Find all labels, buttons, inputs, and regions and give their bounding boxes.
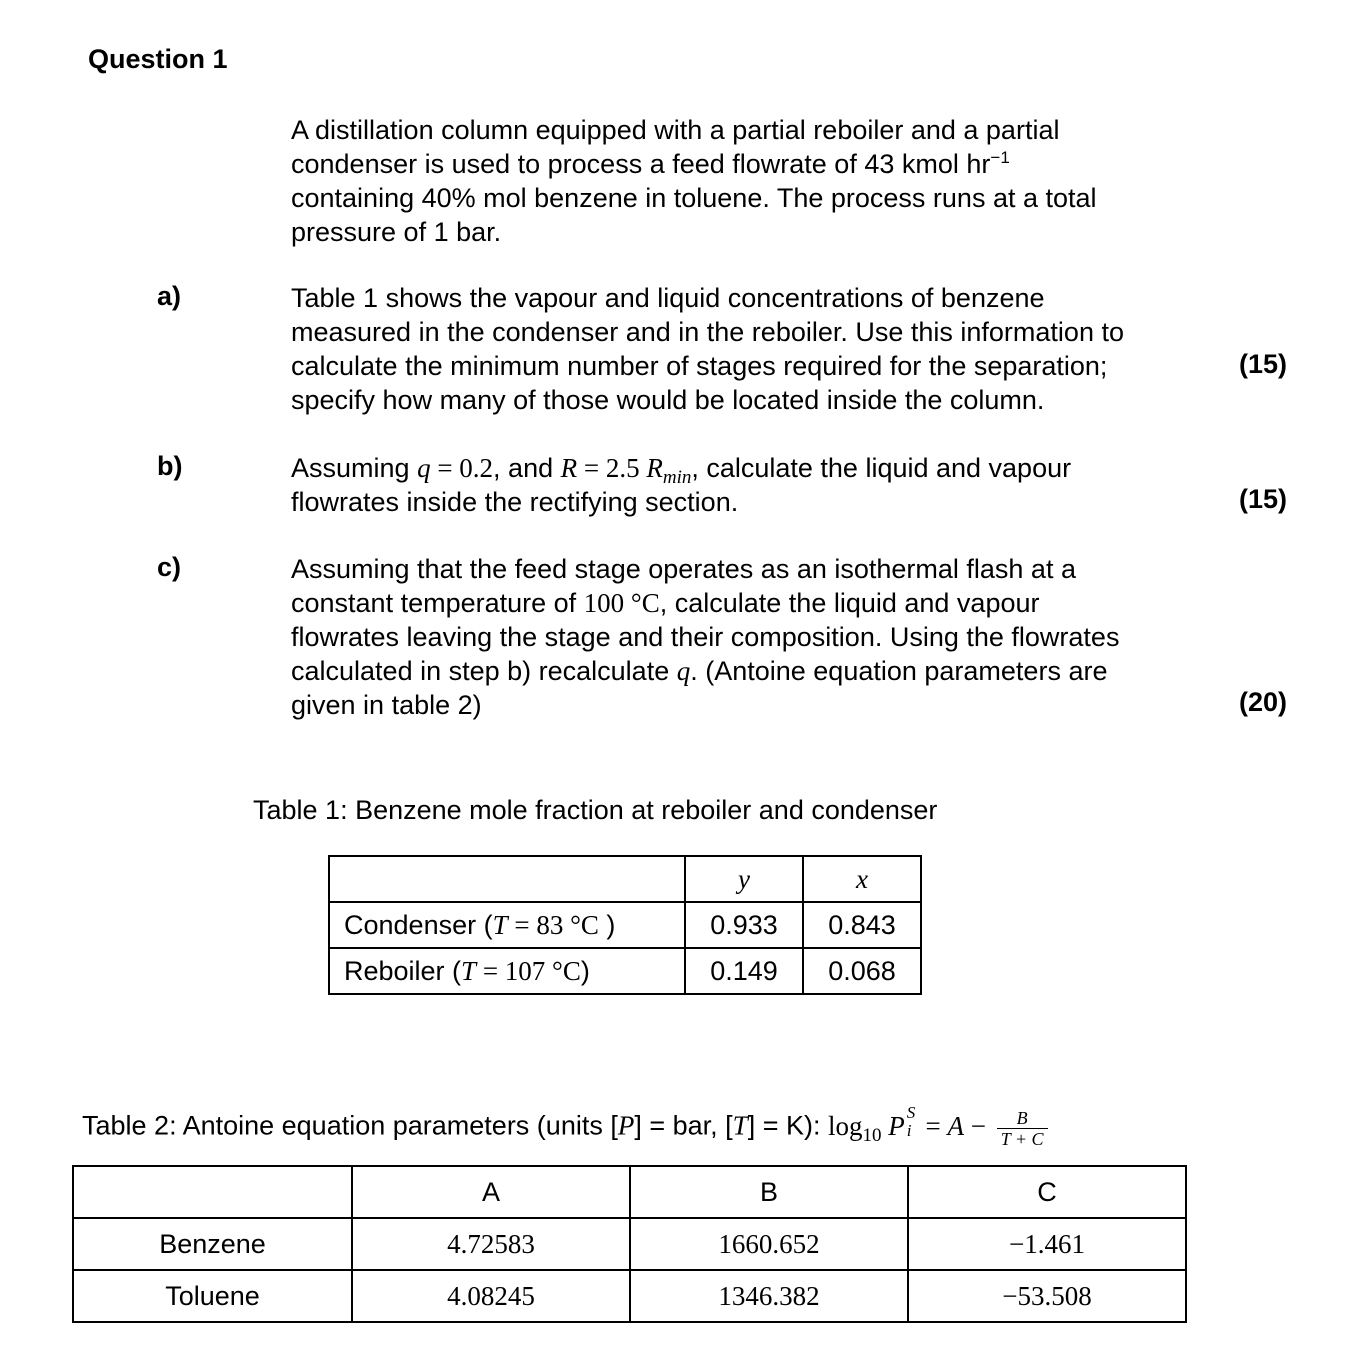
- table-header-row: [329, 856, 921, 902]
- part-c-marks: (20): [1238, 687, 1287, 717]
- table-row: [73, 1218, 1186, 1270]
- table-row: [73, 1270, 1186, 1322]
- header-cell: A: [352, 1166, 630, 1218]
- intro-line: A distillation column equipped with a partial reboiler and a partial: [291, 115, 1060, 145]
- cell-y: 0.149: [685, 948, 803, 994]
- cell-b: 1660.652: [630, 1218, 908, 1270]
- part-b-text: Assuming q = 0.2, and R = 2.5 $R_{min}$, calculate the liquid and vapour flowrates inside the rectifying section.: [291, 453, 1072, 517]
- part-a-text: Table 1 shows the vapour and liquid concentrations of benzene measured in the condenser and in the reboiler. Use this information to calculate the minimum number of stages required for the separation; specify how many of those would be located inside the column.: [291, 283, 1124, 415]
- table-header-row: [73, 1166, 1186, 1218]
- header-cell: [73, 1166, 352, 1218]
- table2-caption: Table 2: Antoine equation parameters (units [P] = bar, [T] = K): $\log_{10} P$ S i = A − $\frac{B}{T + C}$: [82, 1108, 1048, 1149]
- table-row: [329, 902, 921, 948]
- table-row: [329, 948, 921, 994]
- row-label: Benzene: [73, 1218, 352, 1270]
- table2: [72, 1165, 1187, 1323]
- intro-line: containing 40% mol benzene in toluene. The process runs at a total: [291, 183, 1097, 213]
- header-cell: [329, 856, 685, 902]
- table1: [328, 855, 922, 995]
- cell-a: 4.72583: [352, 1218, 630, 1270]
- row-label: Reboiler (T = 107 °C): [329, 948, 685, 994]
- part-c-label: c): [157, 552, 182, 582]
- cell-x: 0.068: [803, 948, 921, 994]
- part-a-marks: (15): [1238, 349, 1287, 379]
- intro-paragraph: [291, 113, 1221, 249]
- part-b-marks: (15): [1238, 484, 1287, 514]
- cell-b: 1346.382: [630, 1270, 908, 1322]
- cell-x: 0.843: [803, 902, 921, 948]
- part-a-label: a): [157, 281, 182, 311]
- intro-line: pressure of 1 bar.: [291, 217, 502, 247]
- intro-line: condenser is used to process a feed flowrate of 43 kmol $hr^{-1}$: [291, 148, 1010, 179]
- cell-c: −1.461: [908, 1218, 1186, 1270]
- header-cell: x: [803, 856, 921, 902]
- row-label: Toluene: [73, 1270, 352, 1322]
- row-label: Condenser (T = 83 °C ): [329, 902, 685, 948]
- header-cell: C: [908, 1166, 1186, 1218]
- question-title: Question 1: [88, 44, 228, 74]
- table1-caption: Table 1: Benzene mole fraction at reboiler and condenser: [253, 795, 938, 825]
- part-c-text: Assuming that the feed stage operates as an isothermal flash at a constant temperature of 100 °C, calculate the liquid and vapour flowrates leaving the stage and their composition. Using the flowrates calculated in step b) recalculate q. (Antoine equation parameters are given in table 2): [291, 554, 1120, 720]
- antoine-equation: $\log_{10} P$ S i = A − $\frac{B}{T + C}$: [828, 1111, 1048, 1141]
- part-b-label: b): [157, 451, 183, 481]
- header-cell: B: [630, 1166, 908, 1218]
- header-cell: y: [685, 856, 803, 902]
- cell-c: −53.508: [908, 1270, 1186, 1322]
- cell-y: 0.933: [685, 902, 803, 948]
- cell-a: 4.08245: [352, 1270, 630, 1322]
